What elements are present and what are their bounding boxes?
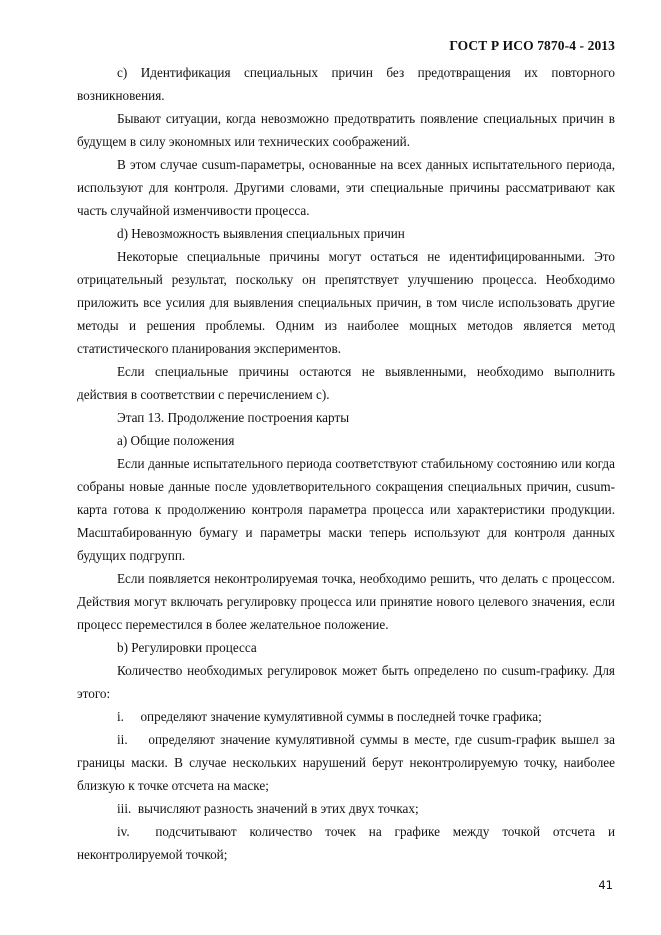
list-item (77, 705, 615, 728)
paragraph: Количество необходимых регулировок может быть определено по cusum-графику. Для этого: (77, 663, 615, 701)
list-item-text: определяют значение кумулятивной суммы в последней точке графика; (140, 709, 542, 724)
list-item-marker: iv. (117, 824, 130, 839)
list-item (77, 797, 615, 820)
page-number: 41 (598, 878, 613, 892)
list-item-marker: ii. (117, 732, 128, 747)
list-item (77, 820, 615, 866)
paragraph-a-heading: а) Общие положения (117, 433, 235, 448)
list-item-text: подсчитывают количество точек на графике между точкой отсчета и неконтролируемой точкой; (77, 824, 615, 862)
paragraph: В этом случае cusum-параметры, основанные на всех данных испытательного периода, используют для контроля. Другими словами, эти специальные причины рассматривают как часть случайной изменчивости процесса. (77, 157, 615, 218)
paragraph: Некоторые специальные причины могут остаться не идентифицированными. Это отрицательный результат, поскольку он препятствует улучшению процесса. Необходимо приложить все усилия для выявления специальных причин, в том числе использовать другие методы и решения проблемы. Одним из наиболее мощных методов является метод статистического планирования экспериментов. (77, 249, 615, 356)
list-item-marker: i. (117, 709, 124, 724)
paragraph: Если данные испытательного периода соответствуют стабильному состоянию или когда собраны новые данные после удовлетворительного сокращения специальных причин, cusum-карта готова к продолжению контроля параметра процесса или характеристики продукции. Масштабированную бумагу и параметры маски теперь используют для контроля данных будущих подгрупп. (77, 456, 615, 563)
body-text (77, 61, 615, 866)
paragraph: Если специальные причины остаются не выявленными, необходимо выполнить действия в соответствии с перечислением с). (77, 364, 615, 402)
list-item-text: вычисляют разность значений в этих двух точках; (137, 801, 419, 816)
paragraph-d-heading: d) Невозможность выявления специальных причин (117, 226, 405, 241)
paragraph-b-heading: b) Регулировки процесса (117, 640, 257, 655)
paragraph-c-heading: c) Идентификация специальных причин без предотвращения их повторного возникновения. (77, 65, 615, 103)
paragraph: Если появляется неконтролируемая точка, необходимо решить, что делать с процессом. Действия могут включать регулировку процесса или принятие нового целевого значения, если процесс переместился в более желательное положение. (77, 571, 615, 632)
list-item (77, 728, 615, 797)
list-item-marker: iii. (117, 801, 132, 816)
paragraph: Бывают ситуации, когда невозможно предотвратить появление специальных причин в будущем в силу экономных или технических соображений. (77, 111, 615, 149)
stage-13-heading: Этап 13. Продолжение построения карты (117, 410, 350, 425)
list-item-text: определяют значение кумулятивной суммы в месте, где cusum-график вышел за границы маски. В случае нескольких нарушений берут неконтролируемую точку, наиболее близкую к точке отсчета на маске; (77, 732, 615, 793)
standard-header: ГОСТ Р ИСО 7870-4 - 2013 (449, 38, 615, 53)
